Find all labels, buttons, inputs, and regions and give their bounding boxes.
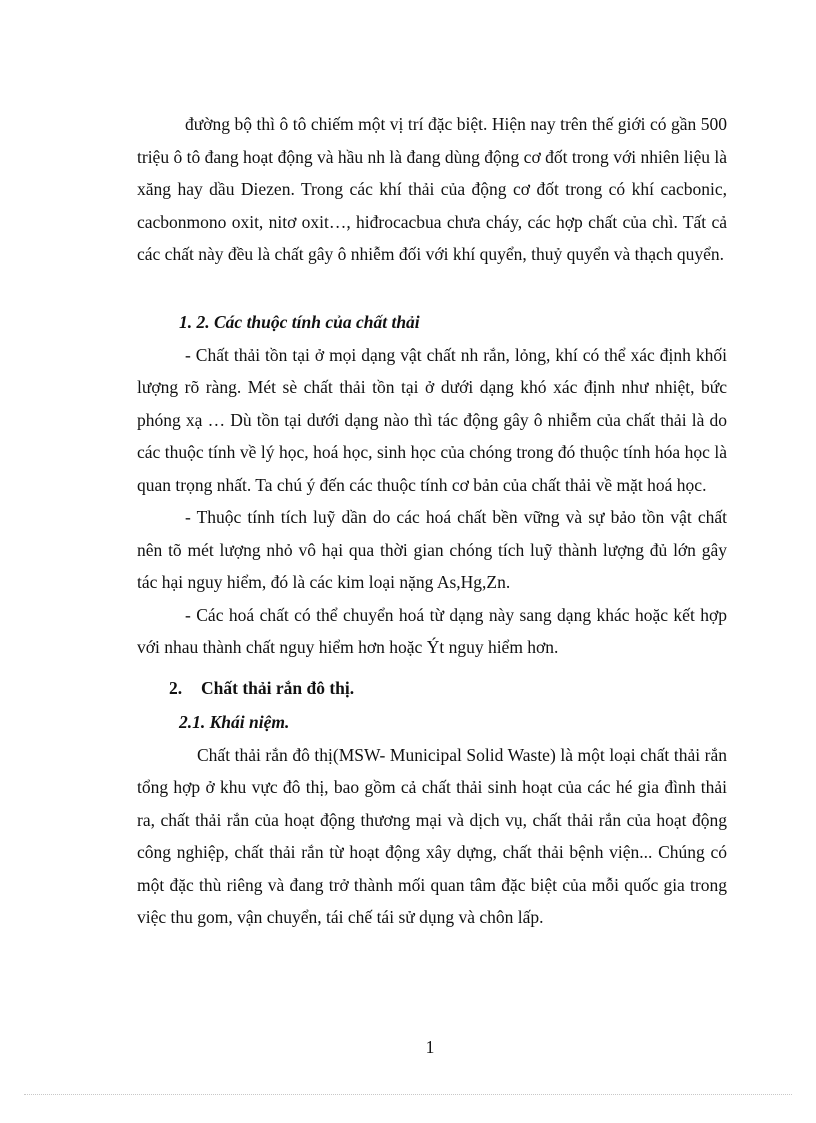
page-number: 1 <box>425 1037 435 1057</box>
page-bottom-divider <box>24 1094 792 1095</box>
bullet-paragraph: - Các hoá chất có thể chuyển hoá từ dạng này sang dạng khác hoặc kết hợp với nhau thành chất nguy hiểm hơn hoặc Ýt nguy hiểm hơn. <box>137 604 727 657</box>
section-2-title: Chất thải rắn đô thị. <box>201 677 355 698</box>
section-2-number: 2. <box>169 677 183 698</box>
section-1-2-heading: 1. 2. Các thuộc tính của chất thải <box>179 312 420 332</box>
bullet-paragraph: - Chất thải tồn tại ở mọi dạng vật chất nh rắn, lỏng, khí có thể xác định khối lượng rõ ràng. Mét sè chất thải tồn tại ở dưới dạng khó xác định như nhiệt, bức phóng xạ … Dù tồn tại dưới dạng nào thì tác động gây ô nhiễm của chất thải là do các thuộc tính về lý học, hoá học, sinh học của chóng trong đó thuộc tính hóa học là quan trọng nhất. Ta chú ý đến các thuộc tính cơ bản của chất thải về mặt hoá học. <box>137 344 727 495</box>
section-2-1-heading: 2.1. Khái niệm. <box>179 712 290 732</box>
intro-block <box>137 108 727 271</box>
bullet-paragraph: - Thuộc tính tích luỹ dần do các hoá chất bền vững và sự bảo tồn vật chất nên tõ mét lượng nhỏ vô hại qua thời gian chóng tích luỹ thành lượng đủ lớn gây tác hại nguy hiểm, đó là các kim loại nặng As,Hg,Zn. <box>137 507 727 592</box>
intro-paragraph: đường bộ thì ô tô chiếm một vị trí đặc biệt. Hiện nay trên thế giới có gần 500 triệu ô tô đang hoạt động và hầu nh là đang dùng động cơ đốt trong với nhiên liệu là xăng hay dầu Diezen. Trong các khí thải của động cơ đốt trong có khí cacbonic, cacbonmono oxit, nitơ oxit…, hiđrocacbua chưa cháy, các hợp chất của chì. Tất cả các chất này đều là chất gây ô nhiễm đối với khí quyển, thuỷ quyển và thạch quyển. <box>137 114 727 264</box>
body-block <box>137 306 727 934</box>
section-2-1-paragraph: Chất thải rắn đô thị(MSW- Municipal Solid Waste) là một loại chất thải rắn tổng hợp ở khu vực đô thị, bao gồm cả chất thải sinh hoạt của các hé gia đình thải ra, chất thải rắn của hoạt động thương mại và dịch vụ, chất thải rắn của hoạt động công nghiệp, chất thải rắn từ hoạt động xây dựng, chất thải bệnh viện... Chúng có một đặc thù riêng và đang trở thành mối quan tâm đặc biệt của mỗi quốc gia trong việc thu gom, vận chuyển, tái chế tái sử dụng và chôn lấp. <box>137 744 727 927</box>
section-2-heading <box>137 672 727 705</box>
